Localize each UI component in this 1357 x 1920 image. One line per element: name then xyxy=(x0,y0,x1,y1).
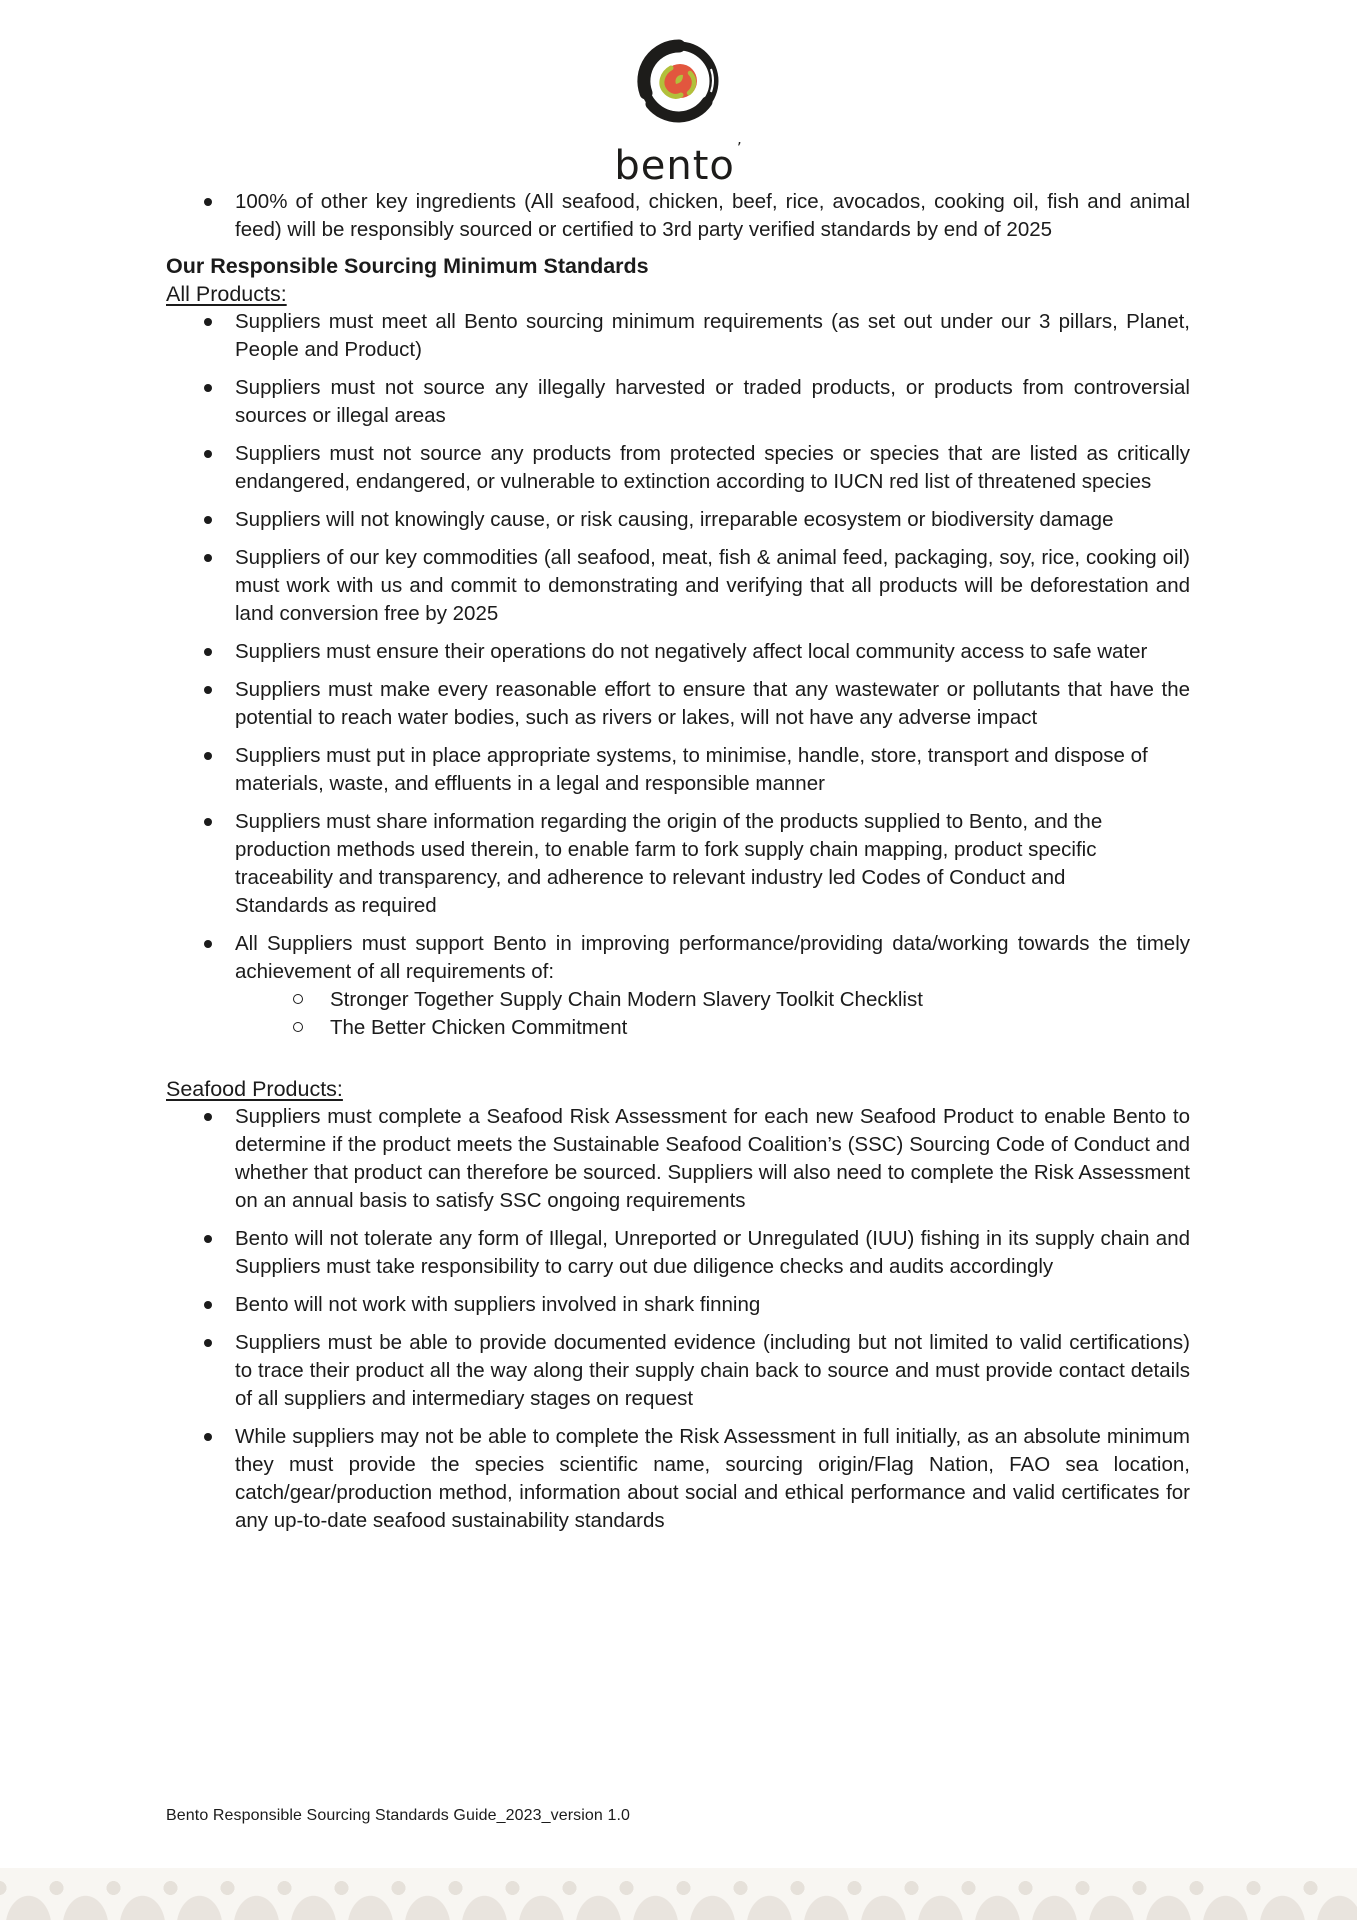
bullet-item xyxy=(166,188,1190,244)
brand-name: bento xyxy=(614,143,735,189)
bullet-item xyxy=(166,808,1190,920)
all-products-bullet-list xyxy=(166,308,1190,1042)
bullet-item xyxy=(166,440,1190,496)
bullet-marker-icon xyxy=(204,1433,212,1441)
bullet-item xyxy=(166,374,1190,430)
bullet-marker-icon xyxy=(204,1301,212,1309)
bullet-item xyxy=(166,676,1190,732)
bullet-marker-icon xyxy=(204,384,212,392)
bullet-text: Suppliers of our key commodities (all seafood, meat, fish & animal feed, packaging, soy, rice, cooking oil) must work with us and commit to demonstrating and verifying that all products will be deforestation and land conversion free by 2025 xyxy=(235,546,1190,625)
sub-bullet-text: Stronger Together Supply Chain Modern Slavery Toolkit Checklist xyxy=(330,988,923,1011)
bullet-marker-icon xyxy=(204,554,212,562)
bullet-text: Suppliers must not source any products from protected species or species that are listed as critically endangered, endangered, or vulnerable to extinction according to IUCN red list of threatened species xyxy=(235,442,1190,493)
logo xyxy=(0,0,1357,188)
brand-wordmark xyxy=(614,126,742,188)
bullet-text: Suppliers must ensure their operations do not negatively affect local community access to safe water xyxy=(235,640,1148,663)
sub-bullet-item xyxy=(235,986,1190,1014)
bullet-marker-icon xyxy=(204,648,212,656)
bullet-text: Bento will not tolerate any form of Illegal, Unreported or Unregulated (IUU) fishing in its supply chain and Suppliers must take responsibility to carry out due diligence checks and audits accordingly xyxy=(235,1227,1190,1278)
bullet-text: Suppliers must be able to provide documented evidence (including but not limited to valid certifications) to trace their product all the way along their supply chain back to source and must provide contact details of all suppliers and intermediary stages on request xyxy=(235,1331,1190,1410)
bullet-marker-icon xyxy=(204,516,212,524)
bullet-marker-icon xyxy=(204,318,212,326)
seafood-bullet-list xyxy=(166,1103,1190,1535)
bullet-text: While suppliers may not be able to complete the Risk Assessment in full initially, as an absolute minimum they must provide the species scientific name, sourcing origin/Flag Nation, FAO sea location, catch/gear/production method, information about social and ethical performance and valid certificates for any up-to-date seafood sustainability standards xyxy=(235,1425,1190,1532)
circle-bullet-marker-icon xyxy=(293,994,303,1004)
bullet-marker-icon xyxy=(204,818,212,826)
document-footer: Bento Responsible Sourcing Standards Guide_2023_version 1.0 xyxy=(166,1807,630,1824)
scallop-border xyxy=(0,1868,1357,1920)
bullet-item xyxy=(166,544,1190,628)
trademark-mark: ’ xyxy=(736,139,743,157)
bento-logo-icon xyxy=(629,34,729,134)
bullet-marker-icon xyxy=(204,1235,212,1243)
bullet-text: 100% of other key ingredients (All seafood, chicken, beef, rice, avocados, cooking oil, fish and animal feed) will be responsibly sourced or certified to 3rd party verified standards by end of 2025 xyxy=(235,190,1190,241)
document-content xyxy=(166,188,1190,1535)
bullet-text: Suppliers must make every reasonable effort to ensure that any wastewater or pollutants that have the potential to reach water bodies, such as rivers or lakes, will not have any adverse impact xyxy=(235,678,1190,729)
bullet-text: Suppliers must put in place appropriate systems, to minimise, handle, store, transport and dispose of materials, waste, and effluents in a legal and responsible manner xyxy=(235,744,1148,795)
bullet-item xyxy=(166,1329,1190,1413)
bullet-marker-icon xyxy=(204,1339,212,1347)
subheading-all-products: All Products: xyxy=(166,282,287,306)
bullet-marker-icon xyxy=(204,686,212,694)
bullet-marker-icon xyxy=(204,1113,212,1121)
bullet-text: All Suppliers must support Bento in improving performance/providing data/working towards the timely achievement of all requirements of: xyxy=(235,932,1190,983)
subheading-seafood-products: Seafood Products: xyxy=(166,1077,343,1101)
bullet-marker-icon xyxy=(204,198,212,206)
bullet-text: Suppliers must share information regarding the origin of the products supplied to Bento, and the production methods used therein, to enable farm to fork supply chain mapping, product specific traceability and transparency, and adherence to relevant industry led Codes of Conduct and Standards as required xyxy=(235,810,1103,917)
sub-bullet-list xyxy=(235,986,1190,1042)
bullet-marker-icon xyxy=(204,450,212,458)
bullet-item xyxy=(166,308,1190,364)
bullet-text: Suppliers must not source any illegally harvested or traded products, or products from controversial sources or illegal areas xyxy=(235,376,1190,427)
bullet-item xyxy=(166,1291,1190,1319)
sub-bullet-text: The Better Chicken Commitment xyxy=(330,1016,628,1039)
bullet-item xyxy=(166,742,1190,798)
bullet-item xyxy=(166,1423,1190,1535)
bullet-marker-icon xyxy=(204,940,212,948)
intro-bullet-list xyxy=(166,188,1190,244)
bullet-text: Bento will not work with suppliers involved in shark finning xyxy=(235,1293,761,1316)
bullet-item xyxy=(166,506,1190,534)
bullet-text: Suppliers must complete a Seafood Risk Assessment for each new Seafood Product to enable Bento to determine if the product meets the Sustainable Seafood Coalition’s (SSC) Sourcing Code of Conduct and whether that product can therefore be sourced. Suppliers will also need to complete the Risk Assessment on an annual basis to satisfy SSC ongoing requirements xyxy=(235,1105,1190,1212)
bullet-marker-icon xyxy=(204,752,212,760)
bullet-text: Suppliers must meet all Bento sourcing minimum requirements (as set out under our 3 pillars, Planet, People and Product) xyxy=(235,310,1190,361)
bullet-item xyxy=(166,1225,1190,1281)
bullet-item xyxy=(166,1103,1190,1215)
bullet-text: Suppliers will not knowingly cause, or risk causing, irreparable ecosystem or biodiversity damage xyxy=(235,508,1114,531)
bullet-item xyxy=(166,930,1190,1042)
sub-bullet-item xyxy=(235,1014,1190,1042)
bullet-item xyxy=(166,638,1190,666)
section-heading: Our Responsible Sourcing Minimum Standards xyxy=(166,254,649,278)
circle-bullet-marker-icon xyxy=(293,1022,303,1032)
